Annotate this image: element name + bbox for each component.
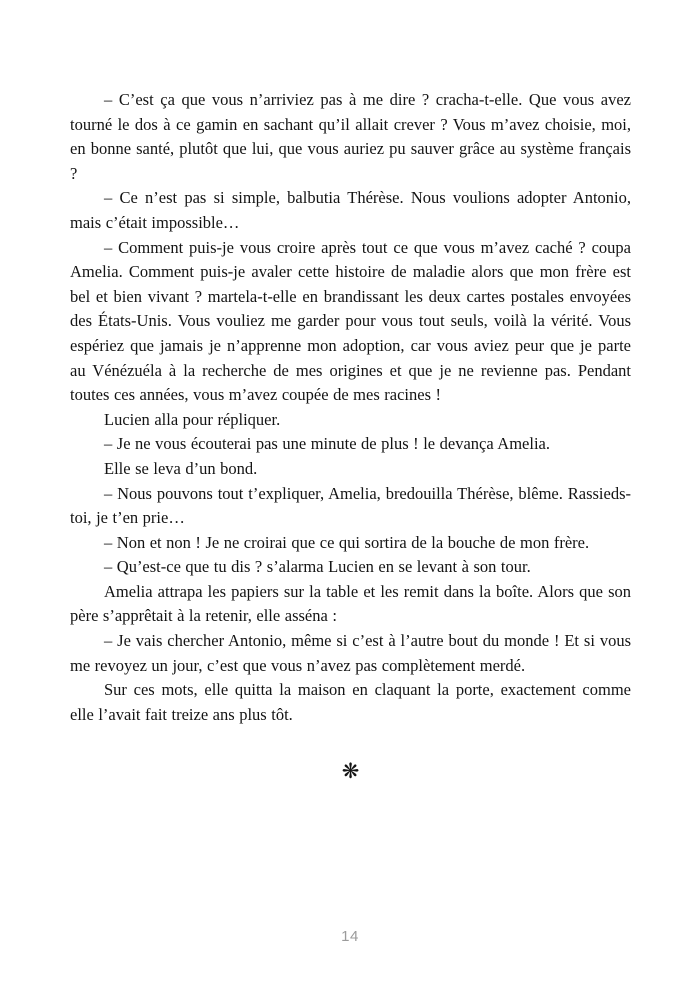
paragraph: Lucien alla pour répliquer. [104, 409, 281, 429]
paragraph: – Ce n’est pas si simple, balbutia Thérèse. Nous voulions adopter Antonio, mais c’était impossible… [70, 188, 631, 232]
paragraph: Sur ces mots, elle quitta la maison en claquant la porte, exactement comme elle l’avait fait treize ans plus tôt. [70, 680, 631, 724]
paragraph: Amelia attrapa les papiers sur la table et les remit dans la boîte. Alors que son père s’apprêtait à la retenir, elle asséna : [70, 581, 631, 626]
paragraph: – Comment puis-je vous croire après tout ce que vous m’avez caché ? coupa Amelia. Comment puis-je avaler cette histoire de maladie alors que mon frère est bel et bien vivant ? martela-t-elle en brandissant les deux cartes postales envoyées des États-Unis. Vous vouliez me garder pour vous tout seuls, voilà la vérité. Vous espériez que jamais je n’apprenne mon adoption, car vous aviez peur que je parte au Vénézuéla à la recherche de mes origines et que je ne revienne pas. Pendant toutes ces années, vous m’avez coupée de mes racines ! [70, 237, 631, 405]
paragraph: – C’est ça que vous n’arriviez pas à me dire ? cracha-t-elle. Que vous avez tourné le dos à ce gamin en sachant qu’il allait crever ? Vous m’avez choisie, moi, en bonne santé, plutôt que lui, que vous auriez pu sauver grâce au système français ? [70, 90, 631, 183]
paragraph: – Je ne vous écouterai pas une minute de plus ! le devança Amelia. [104, 434, 550, 454]
paragraph: – Nous pouvons tout t’expliquer, Amelia, bredouilla Thérèse, blême. Rassieds-toi, je t’en prie… [70, 483, 631, 528]
paragraph: – Non et non ! Je ne croirai que ce qui sortira de la bouche de mon frère. [104, 532, 590, 552]
section-divider-ornament-icon: ❋ [341, 759, 360, 784]
paragraph: Elle se leva d’un bond. [104, 458, 258, 478]
paragraph: – Je vais chercher Antonio, même si c’est à l’autre bout du monde ! Et si vous me revoyez un jour, c’est que vous n’avez pas complètement merdé. [70, 631, 631, 675]
page-number: 14 [341, 928, 359, 945]
body-text [70, 88, 631, 727]
paragraph: – Qu’est-ce que tu dis ? s’alarma Lucien en se levant à son tour. [104, 557, 531, 577]
